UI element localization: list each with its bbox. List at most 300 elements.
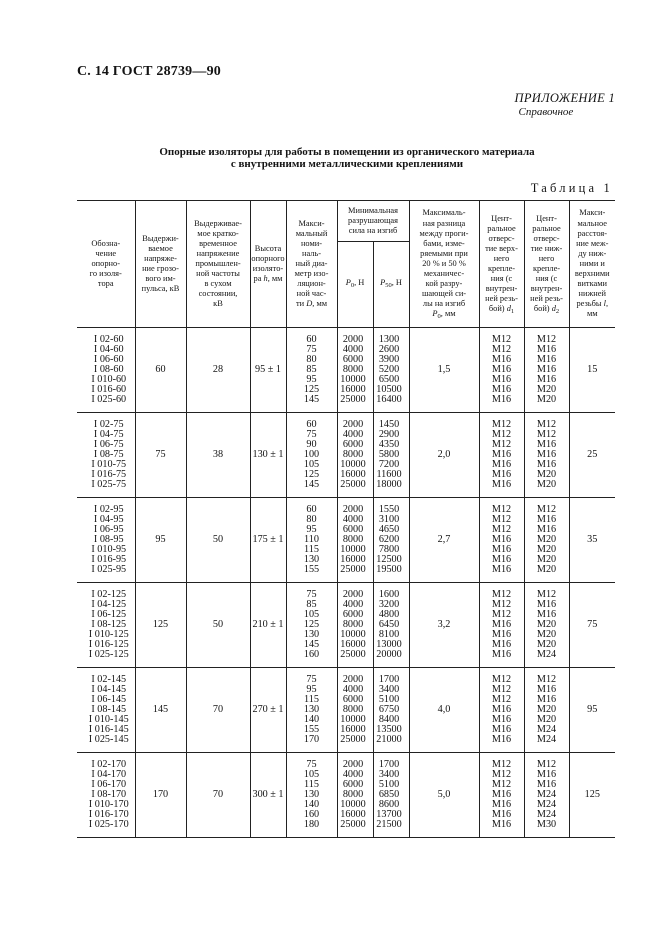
p0-cell-value: 2000	[342, 588, 364, 600]
table-body	[77, 328, 615, 838]
top-thread-cell-value: M16	[491, 788, 512, 800]
designation-cell-value: I 06-95	[93, 523, 124, 535]
header-line: ния (с	[535, 274, 558, 284]
diameter-cell-value: 85	[306, 363, 317, 375]
bottom-thread-cell-value: M20	[536, 703, 557, 715]
bottom-thread-cell-value: M16	[536, 523, 557, 535]
p50-cell-value: 16400	[376, 394, 402, 406]
diameter-cell-value: 95	[306, 523, 317, 535]
top-thread-cell-value: M16	[491, 469, 512, 481]
header-line: пульса, кВ	[141, 284, 180, 294]
bottom-thread-cell-value: M24	[536, 734, 557, 746]
bottom-thread-cell-value: M16	[536, 353, 557, 365]
header-line: чение	[95, 248, 117, 258]
p50-cell	[373, 328, 409, 413]
header-line: тие ниж-	[530, 243, 563, 253]
height-cell: 175 ± 1	[250, 498, 286, 583]
header-line: ние меж-	[576, 238, 609, 248]
designation-cell-value: I 04-125	[91, 598, 127, 610]
header-line: опорно-	[91, 258, 120, 268]
bottom-thread-cell-value: M20	[536, 394, 557, 406]
p0-cell-value: 6000	[342, 778, 364, 790]
diameter-cell-value: 75	[306, 343, 317, 355]
header-line: ния (с	[490, 274, 513, 284]
top-thread-cell-value: M12	[491, 523, 512, 535]
diameter-cell-value: 130	[303, 554, 320, 566]
p50-cell-value: 10500	[376, 384, 402, 396]
diameter-cell-value: 125	[303, 618, 320, 630]
header-height	[250, 201, 286, 328]
p50-cell	[373, 413, 409, 498]
top-thread-cell-value: M16	[491, 724, 512, 736]
designation-cell	[77, 413, 135, 498]
p0-cell-value: 6000	[342, 438, 364, 450]
p0-cell-value: 10000	[340, 714, 366, 726]
p0-cell-value: 2000	[342, 418, 364, 430]
p0-cell	[337, 668, 373, 753]
bottom-thread-cell-value: M20	[536, 618, 557, 630]
designation-cell-value: I 010-75	[91, 459, 127, 471]
bottom-thread-cell-value: M20	[536, 564, 557, 576]
top-thread-cell-value: M12	[491, 758, 512, 770]
p0-cell-value: 2000	[342, 758, 364, 770]
bottom-thread-cell-value: M16	[536, 513, 557, 525]
header-line: ляцион-	[297, 279, 326, 289]
header-line: мое кратко-	[197, 228, 239, 238]
top-thread-cell-value: M16	[491, 394, 512, 406]
bottom-thread-cell-value: M16	[536, 448, 557, 460]
diameter-cell	[286, 498, 337, 583]
diameter-cell-value: 180	[303, 819, 320, 831]
designation-cell-value: I 02-95	[93, 503, 124, 515]
header-line: промышлен-	[195, 258, 241, 268]
header-line: Выдержи-	[142, 233, 179, 243]
deflection-difference-cell: 2,7	[409, 498, 479, 583]
bottom-thread-cell-value: M12	[536, 503, 557, 515]
p50-cell-value: 1600	[378, 588, 400, 600]
top-thread-cell-value: M16	[491, 629, 512, 641]
p0-cell-value: 8000	[342, 533, 364, 545]
p50-cell-value: 4650	[378, 523, 400, 535]
top-thread-cell-value: M16	[491, 809, 512, 821]
header-line: него	[538, 253, 555, 263]
diameter-cell-value: 60	[306, 418, 317, 430]
header-top-thread	[479, 201, 524, 328]
header-line: бой) $d_1$	[488, 304, 515, 316]
header-line: крепле-	[532, 264, 561, 273]
header-line: него	[493, 253, 510, 263]
diameter-cell-value: 90	[306, 438, 317, 450]
bottom-thread-cell	[524, 753, 569, 838]
header-line: временное	[199, 238, 237, 248]
top-thread-cell-value: M16	[491, 384, 512, 396]
p50-cell-value: 1300	[378, 333, 400, 345]
header-max-deflection-difference	[409, 201, 479, 328]
top-thread-cell-value: M16	[491, 799, 512, 811]
p50-cell-value: 20000	[376, 649, 402, 661]
diameter-cell	[286, 413, 337, 498]
diameter-cell	[286, 668, 337, 753]
p50-cell-value: 8400	[378, 714, 400, 726]
top-thread-cell-value: M16	[491, 374, 512, 386]
diameter-cell-value: 170	[303, 734, 320, 746]
header-line: отверс-	[533, 233, 560, 243]
designation-cell-value: I 010-95	[91, 544, 127, 556]
bottom-thread-cell	[524, 413, 569, 498]
appendix-title: ПРИЛОЖЕНИЕ 1	[514, 91, 615, 105]
designation-cell-value: I 02-75	[93, 418, 124, 430]
top-thread-cell-value: M12	[491, 598, 512, 610]
designation-cell-value: I 06-60	[93, 353, 124, 365]
header-line: ней резь-	[485, 294, 518, 304]
p0-cell-value: 6000	[342, 693, 364, 705]
diameter-cell-value: 105	[303, 768, 320, 780]
p0-cell-value: 10000	[340, 799, 366, 811]
designation-cell-value: I 010-125	[88, 629, 129, 641]
top-thread-cell-value: M12	[491, 778, 512, 790]
impulse-voltage-cell: 75	[135, 413, 186, 498]
designation-cell-value: I 02-170	[91, 758, 127, 770]
header-line: ный диа-	[295, 258, 328, 268]
p50-cell-value: 18000	[376, 479, 402, 491]
header-line: витками	[577, 279, 608, 289]
top-thread-cell-value: M16	[491, 639, 512, 651]
bottom-thread-cell	[524, 583, 569, 668]
distance-cell: 35	[569, 498, 615, 583]
diameter-cell-value: 115	[304, 544, 319, 556]
bottom-thread-cell-value: M12	[536, 428, 557, 440]
bottom-thread-cell-value: M24	[536, 649, 557, 661]
header-line: сила на изгиб	[348, 226, 398, 236]
bottom-thread-cell-value: M16	[536, 598, 557, 610]
designation-cell-value: I 025-145	[88, 734, 129, 746]
header-line: кой разру-	[425, 279, 463, 289]
top-thread-cell	[479, 583, 524, 668]
header-line: между проги-	[419, 228, 469, 238]
header-line: Макси-	[298, 218, 325, 228]
table-row	[77, 753, 615, 838]
table-row	[77, 583, 615, 668]
p0-cell-value: 25000	[340, 734, 366, 746]
power-voltage-cell: 70	[186, 753, 250, 838]
p0-cell-value: 16000	[340, 724, 366, 736]
diameter-cell-value: 155	[303, 724, 320, 736]
designation-cell-value: I 025-75	[91, 479, 127, 491]
designation-cell-value: I 06-170	[91, 778, 127, 790]
distance-cell: 15	[569, 328, 615, 413]
p50-cell-value: 3400	[378, 683, 400, 695]
top-thread-cell	[479, 668, 524, 753]
power-voltage-cell: 50	[186, 498, 250, 583]
diameter-cell-value: 85	[306, 598, 317, 610]
power-voltage-cell: 50	[186, 583, 250, 668]
p50-cell-value: 2600	[378, 343, 400, 355]
header-line: нижней	[578, 289, 606, 299]
header-line: Высота	[254, 243, 282, 253]
top-thread-cell-value: M16	[491, 353, 512, 365]
p0-cell-value: 2000	[342, 673, 364, 685]
p50-cell-value: 5100	[378, 778, 400, 790]
p0-cell-value: 16000	[340, 384, 366, 396]
bottom-thread-cell-value: M16	[536, 778, 557, 790]
bottom-thread-cell-value: M20	[536, 479, 557, 491]
header-max-diameter	[286, 201, 337, 328]
top-thread-cell-value: M16	[491, 649, 512, 661]
diameter-cell-value: 110	[304, 533, 319, 545]
diameter-cell-value: 125	[303, 384, 320, 396]
header-line: резьбы l,	[576, 299, 609, 309]
diameter-cell-value: 130	[303, 703, 320, 715]
top-thread-cell-value: M16	[491, 703, 512, 715]
header-line: Цент-	[491, 213, 512, 223]
table-row	[77, 328, 615, 413]
header-bottom-thread	[524, 201, 569, 328]
diameter-cell-value: 100	[303, 448, 320, 460]
top-thread-cell-value: M12	[491, 503, 512, 515]
p50-cell-value: 7800	[378, 544, 400, 556]
designation-cell-value: I 016-145	[88, 724, 129, 736]
p0-cell-value: 6000	[342, 353, 364, 365]
header-line: отверс-	[488, 233, 515, 243]
top-thread-cell-value: M12	[491, 768, 512, 780]
p0-cell-value: 6000	[342, 608, 364, 620]
bottom-thread-cell-value: M30	[536, 819, 557, 831]
header-line: внутрен-	[485, 284, 518, 294]
designation-cell-value: I 010-60	[91, 374, 127, 386]
distance-cell: 25	[569, 413, 615, 498]
designation-cell-value: I 016-125	[88, 639, 129, 651]
table-row	[77, 413, 615, 498]
header-line: состоянии,	[198, 289, 238, 299]
header-line: лы на изгиб	[422, 299, 466, 309]
diameter-cell-value: 60	[306, 333, 317, 345]
top-thread-cell	[479, 328, 524, 413]
bottom-thread-cell-value: M16	[536, 363, 557, 375]
bottom-thread-cell-value: M16	[536, 459, 557, 471]
p0-cell-value: 8000	[342, 618, 364, 630]
height-cell: 130 ± 1	[250, 413, 286, 498]
header-line: крепле-	[487, 264, 516, 273]
header-line: ние грозо-	[142, 264, 179, 273]
diameter-cell-value: 130	[303, 788, 320, 800]
p50-cell-value: 19500	[376, 564, 402, 576]
title-line-1: Опорные изоляторы для работы в помещении из органического материала	[159, 146, 535, 158]
p0-cell-value: 25000	[340, 649, 366, 661]
diameter-cell-value: 75	[306, 428, 317, 440]
bottom-thread-cell-value: M16	[536, 608, 557, 620]
designation-cell-value: I 08-145	[91, 703, 127, 715]
header-line: кВ	[213, 299, 223, 309]
p0-cell-value: 8000	[342, 703, 364, 715]
top-thread-cell-value: M12	[491, 683, 512, 695]
p50-cell-value: 1700	[378, 673, 400, 685]
p0-cell-value: 16000	[340, 809, 366, 821]
diameter-cell-value: 75	[306, 758, 317, 770]
bottom-thread-cell-value: M16	[536, 374, 557, 386]
designation-cell	[77, 498, 135, 583]
designation-cell-value: I 08-170	[91, 788, 127, 800]
height-cell: 270 ± 1	[250, 668, 286, 753]
bottom-thread-cell-value: M20	[536, 533, 557, 545]
designation-cell-value: I 06-145	[91, 693, 127, 705]
header-symbol: $P_0$, Н	[345, 278, 365, 290]
header-line: шающей си-	[421, 289, 467, 299]
diameter-cell-value: 75	[306, 588, 317, 600]
designation-cell-value: I 08-75	[93, 448, 124, 460]
bottom-thread-cell-value: M16	[536, 438, 557, 450]
designation-cell-value: I 016-75	[91, 469, 127, 481]
top-thread-cell-value: M12	[491, 333, 512, 345]
diameter-cell-value: 95	[306, 374, 317, 386]
designation-cell-value: I 025-95	[91, 564, 127, 576]
top-thread-cell-value: M16	[491, 363, 512, 375]
header-line: наль-	[301, 248, 322, 258]
table-row	[77, 668, 615, 753]
header-max-distance	[569, 201, 615, 328]
header-line: ной частоты	[196, 269, 240, 279]
bottom-thread-cell-value: M20	[536, 384, 557, 396]
top-thread-cell-value: M16	[491, 564, 512, 576]
p50-cell	[373, 583, 409, 668]
header-line: $P_0$, мм	[432, 309, 456, 321]
header-line: Выдерживае-	[194, 218, 242, 228]
power-voltage-cell: 38	[186, 413, 250, 498]
deflection-difference-cell: 3,2	[409, 583, 479, 668]
p50-cell-value: 2900	[378, 428, 400, 440]
p0-cell	[337, 583, 373, 668]
header-line: ральное	[532, 223, 561, 233]
impulse-voltage-cell: 95	[135, 498, 186, 583]
header-line: ра h, мм	[253, 274, 283, 284]
p50-cell-value: 21000	[376, 734, 402, 746]
bottom-thread-cell-value: M20	[536, 544, 557, 556]
distance-cell: 125	[569, 753, 615, 838]
top-thread-cell-value: M12	[491, 608, 512, 620]
p0-cell-value: 16000	[340, 639, 366, 651]
impulse-voltage-cell: 125	[135, 583, 186, 668]
top-thread-cell-value: M16	[491, 544, 512, 556]
designation-cell-value: I 04-95	[93, 513, 124, 525]
diameter-cell-value: 160	[303, 809, 320, 821]
top-thread-cell-value: M16	[491, 554, 512, 566]
bottom-thread-cell-value: M16	[536, 768, 557, 780]
p50-cell-value: 12500	[376, 554, 402, 566]
p50-cell-value: 6500	[378, 374, 400, 386]
p50-cell	[373, 753, 409, 838]
header-line: расстоя-	[577, 228, 608, 238]
p50-cell-value: 1550	[378, 503, 400, 515]
table-row	[77, 498, 615, 583]
header-line: метр изо-	[294, 269, 329, 279]
header-line: ду ниж-	[578, 248, 607, 258]
bottom-thread-cell-value: M16	[536, 693, 557, 705]
top-thread-cell-value: M12	[491, 673, 512, 685]
diameter-cell-value: 125	[303, 469, 320, 481]
bottom-thread-cell-value: M20	[536, 714, 557, 726]
header-line: ваемое	[148, 243, 173, 253]
header-line: бами, изме-	[423, 238, 465, 248]
top-thread-cell-value: M16	[491, 734, 512, 746]
header-line: мальное	[577, 218, 608, 228]
p50-cell-value: 11600	[376, 469, 402, 481]
top-thread-cell	[479, 413, 524, 498]
header-line: 20 % и 50 %	[422, 258, 466, 268]
p0-cell	[337, 753, 373, 838]
designation-cell-value: I 016-60	[91, 384, 127, 396]
p0-cell-value: 2000	[342, 333, 364, 345]
p50-cell-value: 13700	[376, 809, 402, 821]
top-thread-cell-value: M12	[491, 343, 512, 355]
header-line: Максималь-	[422, 208, 466, 218]
bottom-thread-cell-value: M24	[536, 809, 557, 821]
designation-cell-value: I 08-60	[93, 363, 124, 375]
top-thread-cell-value: M12	[491, 418, 512, 430]
p50-cell-value: 6450	[378, 618, 400, 630]
top-thread-cell	[479, 498, 524, 583]
p50-cell-value: 3200	[378, 598, 400, 610]
power-voltage-cell: 70	[186, 668, 250, 753]
page-header: С. 14 ГОСТ 28739—90	[77, 64, 221, 79]
header-line: ней резь-	[530, 294, 563, 304]
p50-cell-value: 3100	[378, 513, 400, 525]
insulator-table	[77, 200, 615, 838]
bottom-thread-cell	[524, 498, 569, 583]
header-line: разрушающая	[348, 215, 398, 225]
top-thread-cell-value: M16	[491, 533, 512, 545]
p0-cell-value: 10000	[340, 374, 366, 386]
p50-cell-value: 3400	[378, 768, 400, 780]
document-title	[77, 146, 617, 170]
p50-cell-value: 4350	[378, 438, 400, 450]
designation-cell	[77, 668, 135, 753]
bottom-thread-cell-value: M12	[536, 418, 557, 430]
designation-cell-value: I 06-125	[91, 608, 127, 620]
header-line: в сухом	[204, 279, 232, 289]
p50-cell-value: 1450	[378, 418, 400, 430]
designation-cell-value: I 02-145	[91, 673, 127, 685]
diameter-cell-value: 145	[303, 639, 320, 651]
power-voltage-cell: 28	[186, 328, 250, 413]
p50-cell-value: 1700	[378, 758, 400, 770]
impulse-voltage-cell: 60	[135, 328, 186, 413]
p50-cell-value: 21500	[376, 819, 402, 831]
p50-cell-value: 6850	[378, 788, 400, 800]
p50-cell-value: 13000	[376, 639, 402, 651]
header-line: бой) $d_2$	[533, 304, 560, 316]
bottom-thread-cell-value: M20	[536, 469, 557, 481]
header-line: ная разница	[422, 218, 466, 228]
designation-cell-value: I 02-125	[91, 588, 127, 600]
bottom-thread-cell-value: M20	[536, 639, 557, 651]
designation-cell-value: I 04-60	[93, 343, 124, 355]
header-line: внутрен-	[530, 284, 563, 294]
top-thread-cell-value: M12	[491, 428, 512, 440]
diameter-cell-value: 140	[303, 714, 320, 726]
top-thread-cell	[479, 753, 524, 838]
header-line: мм	[586, 309, 598, 319]
diameter-cell-value: 75	[306, 673, 317, 685]
bottom-thread-cell-value: M24	[536, 799, 557, 811]
header-line: мальный	[295, 228, 328, 238]
header-line: ной час-	[296, 289, 327, 299]
p0-cell-value: 2000	[342, 503, 364, 515]
bottom-thread-cell-value: M12	[536, 333, 557, 345]
p0-cell-value: 25000	[340, 819, 366, 831]
p0-cell	[337, 498, 373, 583]
designation-cell-value: I 010-170	[88, 799, 129, 811]
bottom-thread-cell-value: M24	[536, 788, 557, 800]
header-line: ти D, мм	[295, 299, 328, 309]
